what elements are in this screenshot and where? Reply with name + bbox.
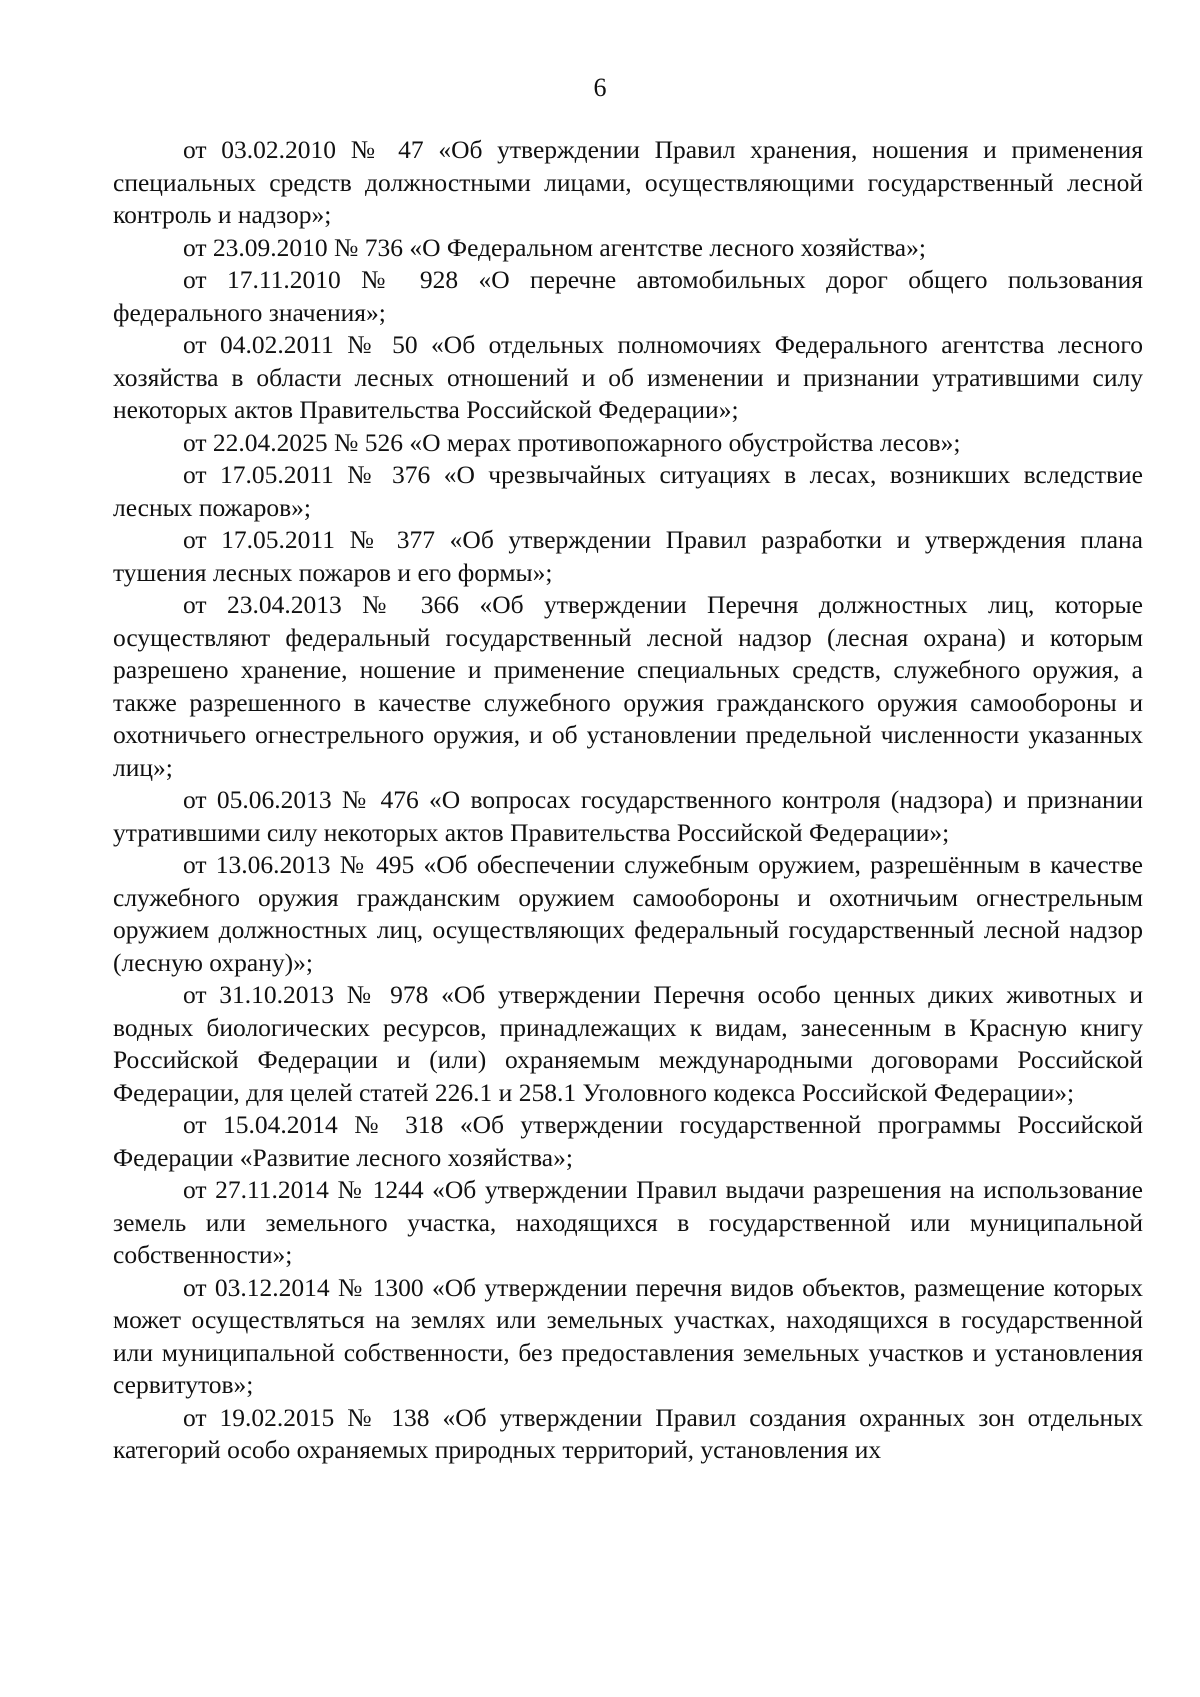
page-number: 6 [593,73,607,102]
paragraph-4: от 04.02.2011 № 50 «Об отдельных полномочиях Федерального агентства лесного хозяйства в области лесных отношений и об изменении и признании утратившими силу некоторых актов Правительства Российской Федерации»; [113,330,1143,424]
paragraph-2: от 23.09.2010 № 736 «О Федеральном агентстве лесного хозяйства»; [183,232,926,262]
paragraph-10: от 13.06.2013 № 495 «Об обеспечении служебным оружием, разрешённым в качестве служебного оружия гражданским оружием самообороны и охотничьим огнестрельным оружием должностных лиц, осуществляющих федеральный государственный лесной надзор (лесную охрану)»; [113,850,1143,977]
paragraph-11: от 31.10.2013 № 978 «Об утверждении Перечня особо ценных диких животных и водных биологических ресурсов, принадлежащих к видам, занесенным в Красную книгу Российской Федерации и (или) охраняемым международными договорами Российской Федерации, для целей статей 226.1 и 258.1 Уголовного кодекса Российской Федерации»; [113,980,1143,1107]
paragraph-15: от 19.02.2015 № 138 «Об утверждении Правил создания охранных зон отдельных категорий особо охраняемых природных территорий, установления их [113,1402,1143,1464]
paragraph-7: от 17.05.2011 № 377 «Об утверждении Правил разработки и утверждения плана тушения лесных пожаров и его формы»; [113,525,1143,587]
paragraph-14: от 03.12.2014 № 1300 «Об утверждении перечня видов объектов, размещение которых может осуществляться на землях или земельных участках, находящихся в государственной или муниципальной собственности, без предоставления земельных участков и установления сервитутов»; [113,1272,1143,1399]
paragraph-6: от 17.05.2011 № 376 «О чрезвычайных ситуациях в лесах, возникших вследствие лесных пожаров»; [113,460,1143,522]
paragraph-8: от 23.04.2013 № 366 «Об утверждении Перечня должностных лиц, которые осуществляют федеральный государственный лесной надзор (лесная охрана) и которым разрешено хранение, ношение и применение специальных средств, служебного оружия, а также разрешенного в качестве служебного оружия гражданского оружия самообороны и охотничьего огнестрельного оружия, и об установлении предельной численности указанных лиц»; [113,590,1143,782]
paragraph-12: от 15.04.2014 № 318 «Об утверждении государственной программы Российской Федерации «Развитие лесного хозяйства»; [113,1110,1143,1172]
paragraph-5: от 22.04.2025 № 526 «О мерах противопожарного обустройства лесов»; [183,427,961,457]
paragraph-9: от 05.06.2013 № 476 «О вопросах государственного контроля (надзора) и признании утратившими силу некоторых актов Правительства Российской Федерации»; [113,785,1143,847]
document-body [113,134,1143,1467]
paragraph-13: от 27.11.2014 № 1244 «Об утверждении Правил выдачи разрешения на использование земель или земельного участка, находящихся в государственной или муниципальной собственности»; [113,1175,1143,1269]
paragraph-3: от 17.11.2010 № 928 «О перечне автомобильных дорог общего пользования федерального значения»; [113,265,1143,327]
paragraph-1: от 03.02.2010 № 47 «Об утверждении Правил хранения, ношения и применения специальных средств должностными лицами, осуществляющими государственный лесной контроль и надзор»; [113,135,1143,229]
